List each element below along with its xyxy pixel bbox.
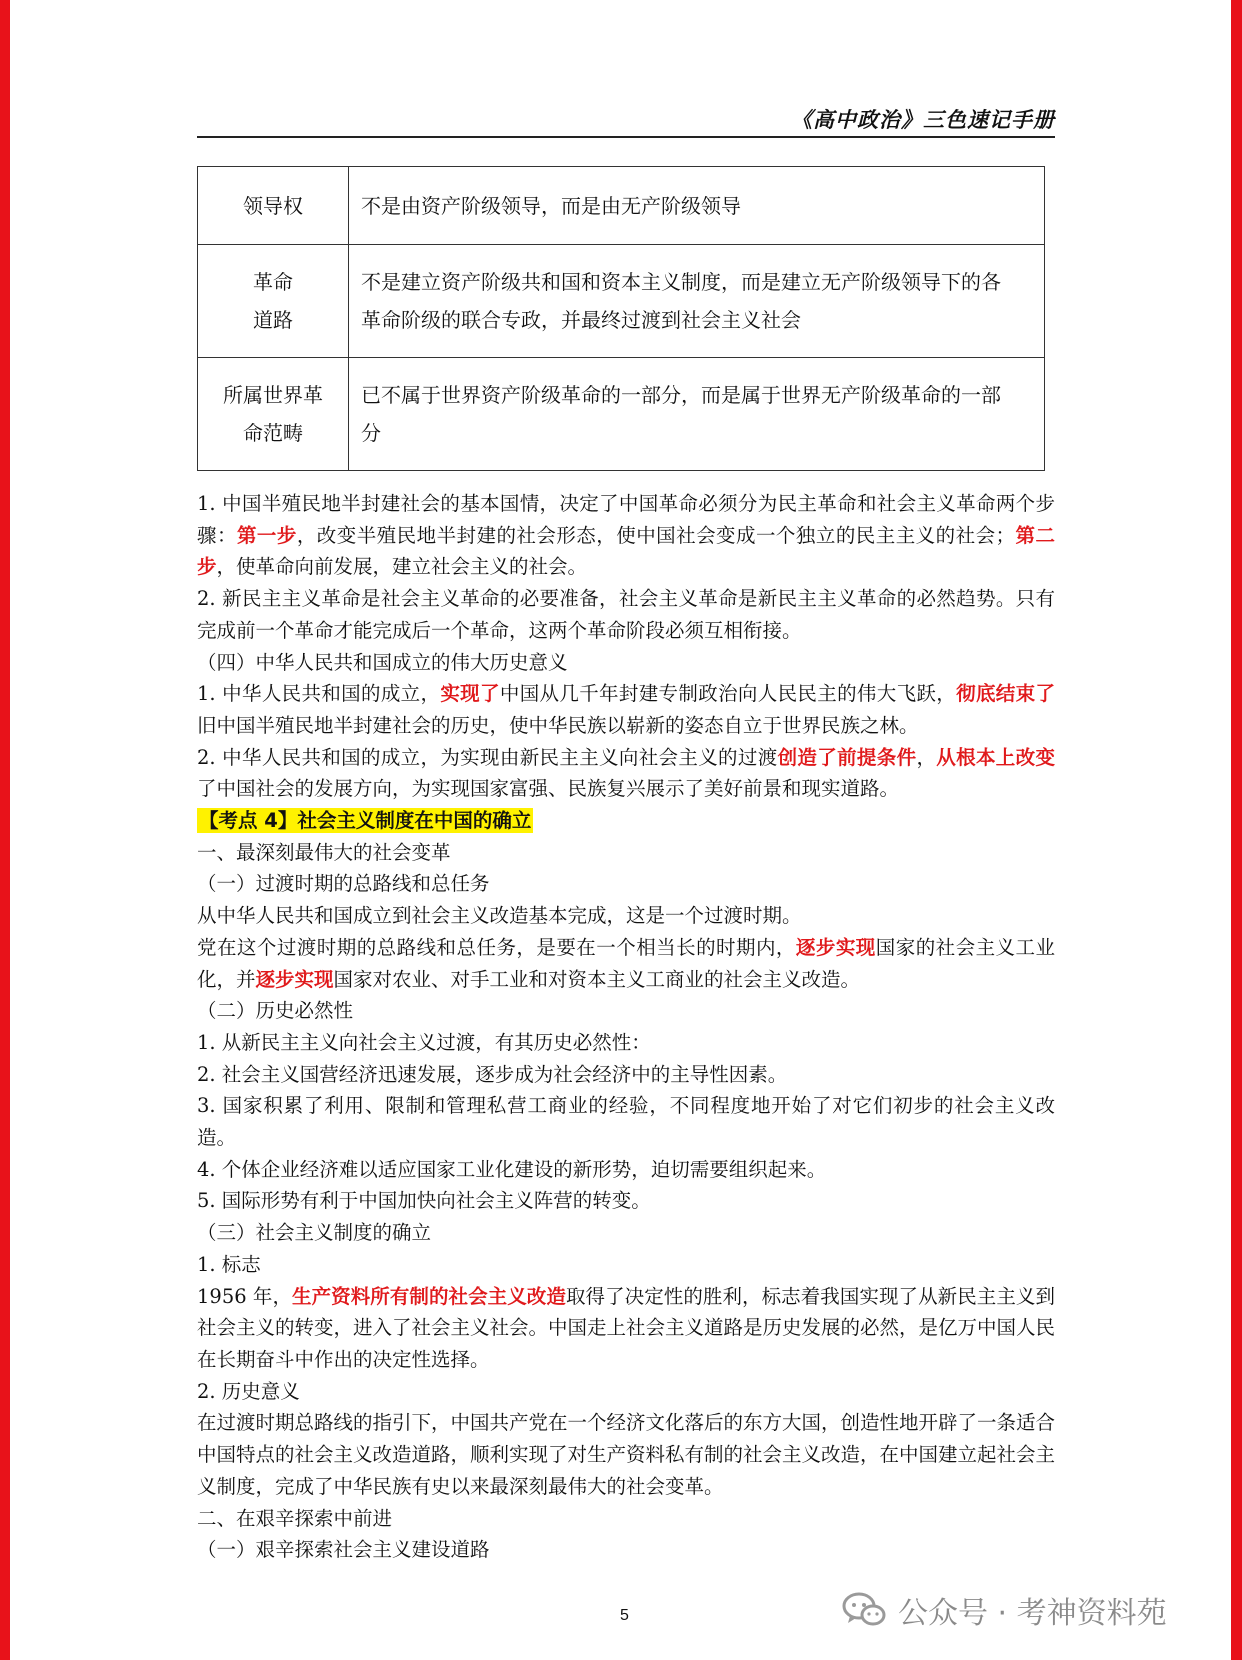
table-key-cell: 领导权 (198, 167, 349, 245)
highlight-text: 创造了前提条件 (777, 745, 917, 769)
paragraph: 1956 年，生产资料所有制的社会主义改造取得了决定性的胜利，标志着我国实现了从新民主主义到社会主义的转变，进入了社会主义社会。中国走上社会主义道路是历史发展的必然，是亿万中国人民在长期奋斗中作出的决定性选择。 (197, 1284, 1056, 1371)
kaodian-badge: 【考点 4】社会主义制度在中国的确立 (199, 809, 532, 833)
table-row (198, 358, 1045, 471)
highlight-text: 第二步 (197, 523, 1055, 579)
list-item: 5. 国际形势有利于中国加快向社会主义阵营的转变。 (197, 1189, 651, 1213)
comparison-table (197, 166, 1045, 471)
paragraph: 1. 中华人民共和国的成立，实现了中国从几千年封建专制政治向人民民主的伟大飞跃，彻底结束了旧中国半殖民地半封建社会的历史，使中华民族以崭新的姿态自立于世界民族之林。 (197, 682, 1055, 737)
section-heading: （四）中华人民共和国成立的伟大历史意义 (197, 650, 568, 674)
highlight-text: 生产资料所有制的社会主义改造 (292, 1284, 566, 1308)
section-heading: 二、在艰辛探索中前进 (197, 1506, 393, 1530)
list-item: 1. 标志 (197, 1252, 261, 1276)
table-row (198, 167, 1045, 245)
subsection-heading: （二）历史必然性 (197, 999, 354, 1023)
wechat-icon (842, 1591, 886, 1629)
table-value-cell: 不是由资产阶级领导，而是由无产阶级领导 (349, 167, 1045, 245)
subsection-heading: （一）艰辛探索社会主义建设道路 (197, 1538, 490, 1562)
highlight-text: 彻底结束了 (956, 682, 1055, 706)
subsection-heading: （三）社会主义制度的确立 (197, 1221, 432, 1245)
list-item: 2. 社会主义国营经济迅速发展，逐步成为社会经济中的主导性因素。 (197, 1062, 788, 1086)
paragraph: 2. 中华人民共和国的成立，为实现由新民主主义向社会主义的过渡创造了前提条件，从根本上改变了中国社会的发展方向，为实现国家富强、民族复兴展示了美好前景和现实道路。 (197, 745, 1055, 801)
list-item: 1. 从新民主主义向社会主义过渡，有其历史必然性： (197, 1030, 651, 1054)
list-item: 2. 历史意义 (197, 1379, 300, 1403)
watermark-text: 公众号 · 考神资料苑 (898, 1596, 1167, 1631)
table-row (198, 245, 1045, 358)
paragraph: 在过渡时期总路线的指引下，中国共产党在一个经济文化落后的东方大国，创造性地开辟了一条适合中国特点的社会主义改造道路，顺利实现了对生产资料私有制的社会主义改造，在中国建立起社会主义制度，完成了中华民族有史以来最深刻最伟大的社会变革。 (197, 1411, 1056, 1498)
table-key-cell: 所属世界革 命范畴 (198, 358, 349, 471)
kaodian-heading (197, 805, 1055, 837)
page-number: 5 (620, 1607, 629, 1624)
subsection-heading: （一）过渡时期的总路线和总任务 (197, 872, 490, 896)
document-page (10, 0, 1231, 1660)
list-item: 3. 国家积累了利用、限制和管理私营工商业的经验，不同程度地开始了对它们初步的社会主义改造。 (197, 1094, 1055, 1150)
body-text (197, 488, 1055, 1566)
page-header-title: 《高中政治》三色速记手册 (791, 107, 1055, 132)
paragraph: 从中华人民共和国成立到社会主义改造基本完成，这是一个过渡时期。 (197, 904, 802, 928)
list-item: 4. 个体企业经济难以适应国家工业化建设的新形势，迫切需要组织起来。 (197, 1157, 827, 1181)
paragraph: 1. 中国半殖民地半封建社会的基本国情，决定了中国革命必须分为民主革命和社会主义革命两个步骤：第一步，改变半殖民地半封建的社会形态，使中国社会变成一个独立的民主主义的社会；第二步，使革命向前发展，建立社会主义的社会。 (197, 492, 1055, 579)
highlight-text: 逐步实现 (255, 967, 334, 991)
header-rule (197, 136, 1055, 138)
paragraph: 党在这个过渡时期的总路线和总任务，是要在一个相当长的时期内，逐步实现国家的社会主义工业化，并逐步实现国家对农业、对手工业和对资本主义工商业的社会主义改造。 (197, 935, 1055, 991)
paragraph: 2. 新民主主义革命是社会主义革命的必要准备，社会主义革命是新民主主义革命的必然趋势。只有完成前一个革命才能完成后一个革命，这两个革命阶段必须互相衔接。 (197, 587, 1055, 642)
highlight-text: 逐步实现 (795, 935, 876, 959)
watermark (842, 1588, 1167, 1632)
table-value-cell: 已不属于世界资产阶级革命的一部分，而是属于世界无产阶级革命的一部 分 (349, 358, 1045, 471)
table-value-cell: 不是建立资产阶级共和国和资本主义制度，而是建立无产阶级领导下的各 革命阶级的联合专政，并最终过渡到社会主义社会 (349, 245, 1045, 358)
highlight-text: 第一步 (236, 523, 297, 547)
table-key-cell: 革命 道路 (198, 245, 349, 358)
section-heading: 一、最深刻最伟大的社会变革 (197, 840, 451, 864)
highlight-text: 从根本上改变 (936, 745, 1055, 769)
highlight-text: 实现了 (440, 682, 500, 706)
